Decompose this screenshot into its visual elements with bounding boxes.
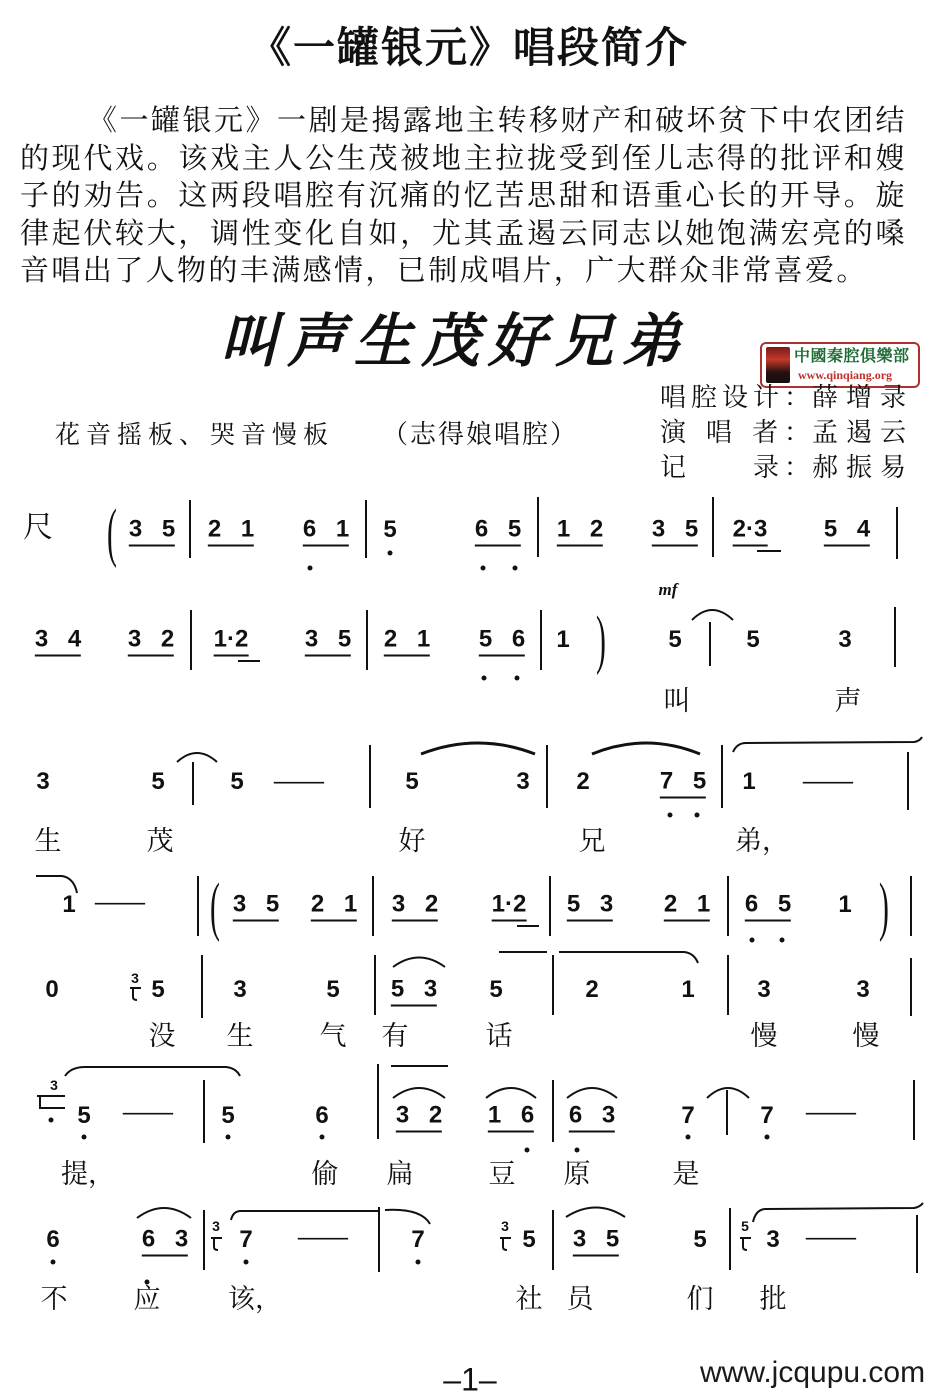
- slur-arc: [137, 1208, 191, 1218]
- bar-line: [377, 1064, 379, 1139]
- intro-paragraph-line: 子的劝告。这两段唱腔有沉痛的忆苦思甜和语重心长的开导。旋: [20, 178, 906, 212]
- paren-close: ): [879, 870, 889, 943]
- note-group: 6 3: [569, 1104, 615, 1133]
- note-group: 3 5: [233, 893, 279, 922]
- note: 3: [757, 976, 771, 1003]
- bar-line: [190, 610, 192, 670]
- credit-label-transcriber: 记 录：: [660, 453, 810, 483]
- note: 2: [585, 976, 599, 1003]
- credit-value-singer: 孟遏云: [812, 418, 906, 448]
- bar-line: [910, 958, 912, 1016]
- slur-arc: [65, 1067, 240, 1076]
- lyric: 豆: [488, 1159, 516, 1190]
- paren-open: (: [210, 870, 220, 943]
- note-group: 5 3: [391, 978, 437, 1007]
- grace-note: 3: [131, 970, 139, 986]
- note: 5: [221, 1102, 235, 1129]
- note: 5: [405, 768, 419, 795]
- note: 3: [233, 976, 247, 1003]
- intro-paragraph-line: 音唱出了人物的丰满感情，已制成唱片，广大群众非常喜爱。: [20, 253, 868, 287]
- bar-line: [192, 762, 194, 805]
- grace-hook-icon: [500, 1238, 511, 1250]
- low-octave-dot: [695, 813, 700, 818]
- slur-arc: [753, 1203, 923, 1222]
- low-octave-dot: [82, 1135, 87, 1140]
- lyric: 茂: [146, 826, 174, 857]
- note-group: 6 5: [475, 518, 521, 547]
- bar-line: [201, 955, 203, 1018]
- credit-value-designer: 薛增录: [812, 383, 906, 413]
- lyric: 批: [759, 1284, 787, 1315]
- bar-line: [546, 745, 548, 808]
- bar-line: [726, 1090, 728, 1135]
- bar-line: [197, 876, 199, 936]
- note: 7: [760, 1102, 774, 1129]
- lyric: 社: [515, 1284, 543, 1315]
- bar-line: [913, 1080, 915, 1140]
- grace-hook-icon: [37, 1096, 65, 1108]
- lyric: 声: [834, 686, 862, 717]
- note: 5: [693, 1226, 707, 1253]
- note: 1: [681, 976, 695, 1003]
- note: 1: [742, 768, 756, 795]
- lyric: 是: [672, 1159, 700, 1190]
- note: 3: [36, 768, 50, 795]
- slur-arc: [393, 958, 445, 968]
- note-group: 5 4: [824, 518, 870, 547]
- note-group: 6 3: [142, 1228, 188, 1257]
- low-octave-dot: [525, 1148, 530, 1153]
- site-watermark: www.jcqupu.com: [700, 1356, 926, 1389]
- grace-hook-icon: [130, 988, 141, 1000]
- note-group: 5 3: [567, 893, 613, 922]
- note: 7: [411, 1226, 425, 1253]
- note: 3: [516, 768, 530, 795]
- low-octave-dot: [416, 1260, 421, 1265]
- bar-line: [552, 1080, 554, 1142]
- low-octave-dot: [320, 1135, 325, 1140]
- bar-line: [712, 497, 714, 557]
- lyric: 该，: [228, 1284, 282, 1315]
- slur-arc: [393, 1088, 445, 1098]
- grace-hook-icon: [211, 1238, 222, 1250]
- note: 1: [838, 891, 852, 918]
- logo-figure-icon: [766, 347, 790, 383]
- credit-label-singer: 演 唱 者：: [660, 418, 810, 448]
- note: 5: [522, 1226, 536, 1253]
- paren-close: ): [596, 603, 606, 676]
- note-group: 7 5: [660, 770, 706, 799]
- bar-line: [729, 1208, 731, 1270]
- low-octave-dot: [49, 1118, 54, 1123]
- note: 5: [489, 976, 503, 1003]
- double-underline: [757, 550, 781, 552]
- note: 3: [856, 976, 870, 1003]
- note: 5: [746, 626, 760, 653]
- low-octave-dot: [51, 1260, 56, 1265]
- note-group: 3 5: [652, 518, 698, 547]
- note: 2: [576, 768, 590, 795]
- low-octave-dot: [308, 566, 313, 571]
- credit-value-transcriber: 郝振易: [812, 453, 906, 483]
- bar-line: [709, 622, 711, 666]
- low-octave-dot: [244, 1260, 249, 1265]
- bar-line: [537, 497, 539, 557]
- grace-note: 3: [50, 1077, 58, 1093]
- note: 3: [766, 1226, 780, 1253]
- lyric: 扁: [386, 1159, 414, 1190]
- lyric: 没: [148, 1021, 176, 1052]
- note-group: 3 5: [305, 628, 351, 657]
- note-group: 2 1: [664, 893, 710, 922]
- note: 5: [383, 516, 397, 543]
- note: 5: [151, 976, 165, 1003]
- bar-line: [203, 1080, 205, 1143]
- extension-dash: —: [122, 1099, 174, 1126]
- bar-line: [366, 610, 368, 670]
- note-group: 3 5: [573, 1228, 619, 1257]
- intro-paragraph-line: 律起伏较大，调性变化自如，尤其孟遏云同志以她饱满宏亮的嗓: [20, 216, 906, 250]
- slur-arc: [592, 743, 700, 754]
- note-group: 3 5: [129, 518, 175, 547]
- note-group: 5 6: [479, 628, 525, 657]
- note-group: 3 2: [128, 628, 174, 657]
- low-octave-dot: [482, 676, 487, 681]
- lyric: 生: [34, 826, 62, 857]
- note-group: 1 2: [557, 518, 603, 547]
- bar-line: [374, 955, 376, 1015]
- lyric: 慢: [750, 1021, 778, 1052]
- low-octave-dot: [780, 938, 785, 943]
- note: 7: [681, 1102, 695, 1129]
- note-group: 3 2: [396, 1104, 442, 1133]
- bar-line: [540, 610, 542, 670]
- credit-label-designer: 唱腔设计：: [660, 383, 810, 413]
- note: 6: [315, 1102, 329, 1129]
- note: 7: [239, 1226, 253, 1253]
- lyric: 生: [226, 1021, 254, 1052]
- extension-dash: —: [273, 768, 325, 795]
- note-group: 3 4: [35, 628, 81, 657]
- bar-line: [894, 607, 896, 667]
- grace-note: 5: [741, 1218, 749, 1234]
- extension-dash: —: [805, 1099, 857, 1126]
- note-group: 2 1: [311, 893, 357, 922]
- bar-line: [916, 1215, 918, 1273]
- low-octave-dot: [668, 813, 673, 818]
- lyric: 不: [40, 1284, 68, 1315]
- lyric: 慢: [852, 1021, 880, 1052]
- bar-line: [907, 752, 909, 810]
- note-rest: 0: [45, 976, 59, 1003]
- bar-line: [910, 876, 912, 936]
- extension-dash: —: [802, 768, 854, 795]
- grace-note: 3: [501, 1218, 509, 1234]
- bar-line: [378, 1207, 380, 1272]
- note: 6: [46, 1226, 60, 1253]
- bar-line: [372, 876, 374, 936]
- note-group: 1·2: [214, 628, 249, 657]
- low-octave-dot: [513, 566, 518, 571]
- slur-arc: [486, 1088, 536, 1098]
- bar-line: [549, 876, 551, 936]
- low-octave-dot: [686, 1135, 691, 1140]
- note-group: 1 6: [488, 1104, 534, 1133]
- dynamic-marking: mf: [658, 580, 678, 599]
- low-octave-dot: [750, 938, 755, 943]
- note-group: 2 1: [208, 518, 254, 547]
- note-group: 6 5: [745, 893, 791, 922]
- bar-line: [727, 876, 729, 936]
- low-octave-dot: [388, 551, 393, 556]
- bar-line: [189, 500, 191, 558]
- note: 1: [62, 891, 76, 918]
- slur-arc: [733, 737, 922, 752]
- slur-arc: [567, 1088, 617, 1098]
- lyric: 应: [133, 1284, 161, 1315]
- tempo-style: 花音摇板、哭音慢板: [55, 420, 335, 449]
- song-title: 叫声生茂好兄弟: [220, 307, 690, 375]
- logo-name: 中國秦腔俱樂部: [794, 346, 910, 365]
- note: 5: [230, 768, 244, 795]
- bar-line: [721, 745, 723, 808]
- lyric: 有: [381, 1021, 409, 1052]
- lyric: 原: [563, 1159, 591, 1190]
- role-note: （志得娘唱腔）: [382, 420, 579, 450]
- extension-dash: —: [805, 1224, 857, 1251]
- bar-line: [727, 955, 729, 1015]
- grace-hook-icon: [740, 1238, 751, 1250]
- low-octave-dot: [226, 1135, 231, 1140]
- note-group: 1·2: [492, 893, 527, 922]
- note: 5: [326, 976, 340, 1003]
- lyric: 们: [686, 1284, 714, 1315]
- note: 1: [556, 626, 570, 653]
- slur-arc: [559, 952, 698, 963]
- note-group: 2 1: [384, 628, 430, 657]
- low-octave-dot: [481, 566, 486, 571]
- lyric: 话: [485, 1021, 513, 1052]
- note-group: 3 2: [392, 893, 438, 922]
- note-group: 2·3: [733, 518, 768, 547]
- note: 5: [77, 1102, 91, 1129]
- lyric: 气: [319, 1021, 347, 1052]
- note: 3: [838, 626, 852, 653]
- lyric: 弟，: [735, 826, 789, 857]
- extension-dash: —: [94, 889, 146, 916]
- slur-arc: [421, 743, 535, 754]
- lyric: 叫: [663, 686, 691, 717]
- lyric: 兄: [578, 826, 606, 857]
- lyric: 员: [566, 1284, 594, 1315]
- logo-url: www.qinqiang.org: [798, 368, 893, 382]
- bar-line: [365, 500, 367, 558]
- slur-arc: [385, 1210, 430, 1224]
- tie-arc: [177, 753, 217, 762]
- bar-line: [369, 745, 371, 808]
- grace-note: 3: [212, 1218, 220, 1234]
- note: 5: [668, 626, 682, 653]
- tie-arc: [692, 610, 733, 620]
- double-underline: [517, 925, 539, 927]
- bar-line: [552, 1210, 554, 1270]
- bar-line: [203, 1210, 205, 1270]
- low-octave-dot: [575, 1148, 580, 1153]
- low-octave-dot: [515, 676, 520, 681]
- lyric: 提，: [61, 1159, 115, 1190]
- slur-arc: [566, 1208, 625, 1218]
- extension-dash: —: [297, 1224, 349, 1251]
- tie-arc: [707, 1088, 749, 1098]
- paren-open: (: [107, 496, 117, 569]
- double-underline: [238, 660, 260, 662]
- lyric: 好: [398, 826, 426, 857]
- note-group: 6 1: [303, 518, 349, 547]
- intro-title: 《一罐银元》唱段简介: [248, 23, 689, 72]
- intro-paragraph-line: 的现代戏。该戏主人公生茂被地主拉拢受到侄儿志得的批评和嫂: [20, 141, 906, 175]
- lyric: 偷: [311, 1159, 339, 1190]
- bar-line: [896, 507, 898, 559]
- key-signature: 尺: [23, 510, 53, 545]
- note: 5: [151, 768, 165, 795]
- bar-line: [552, 955, 554, 1015]
- slur-arc: [231, 1211, 379, 1220]
- intro-paragraph-line: 《一罐银元》一剧是揭露地主转移财产和破坏贫下中农团结: [88, 103, 906, 137]
- low-octave-dot: [765, 1135, 770, 1140]
- page-number: –1–: [443, 1361, 497, 1395]
